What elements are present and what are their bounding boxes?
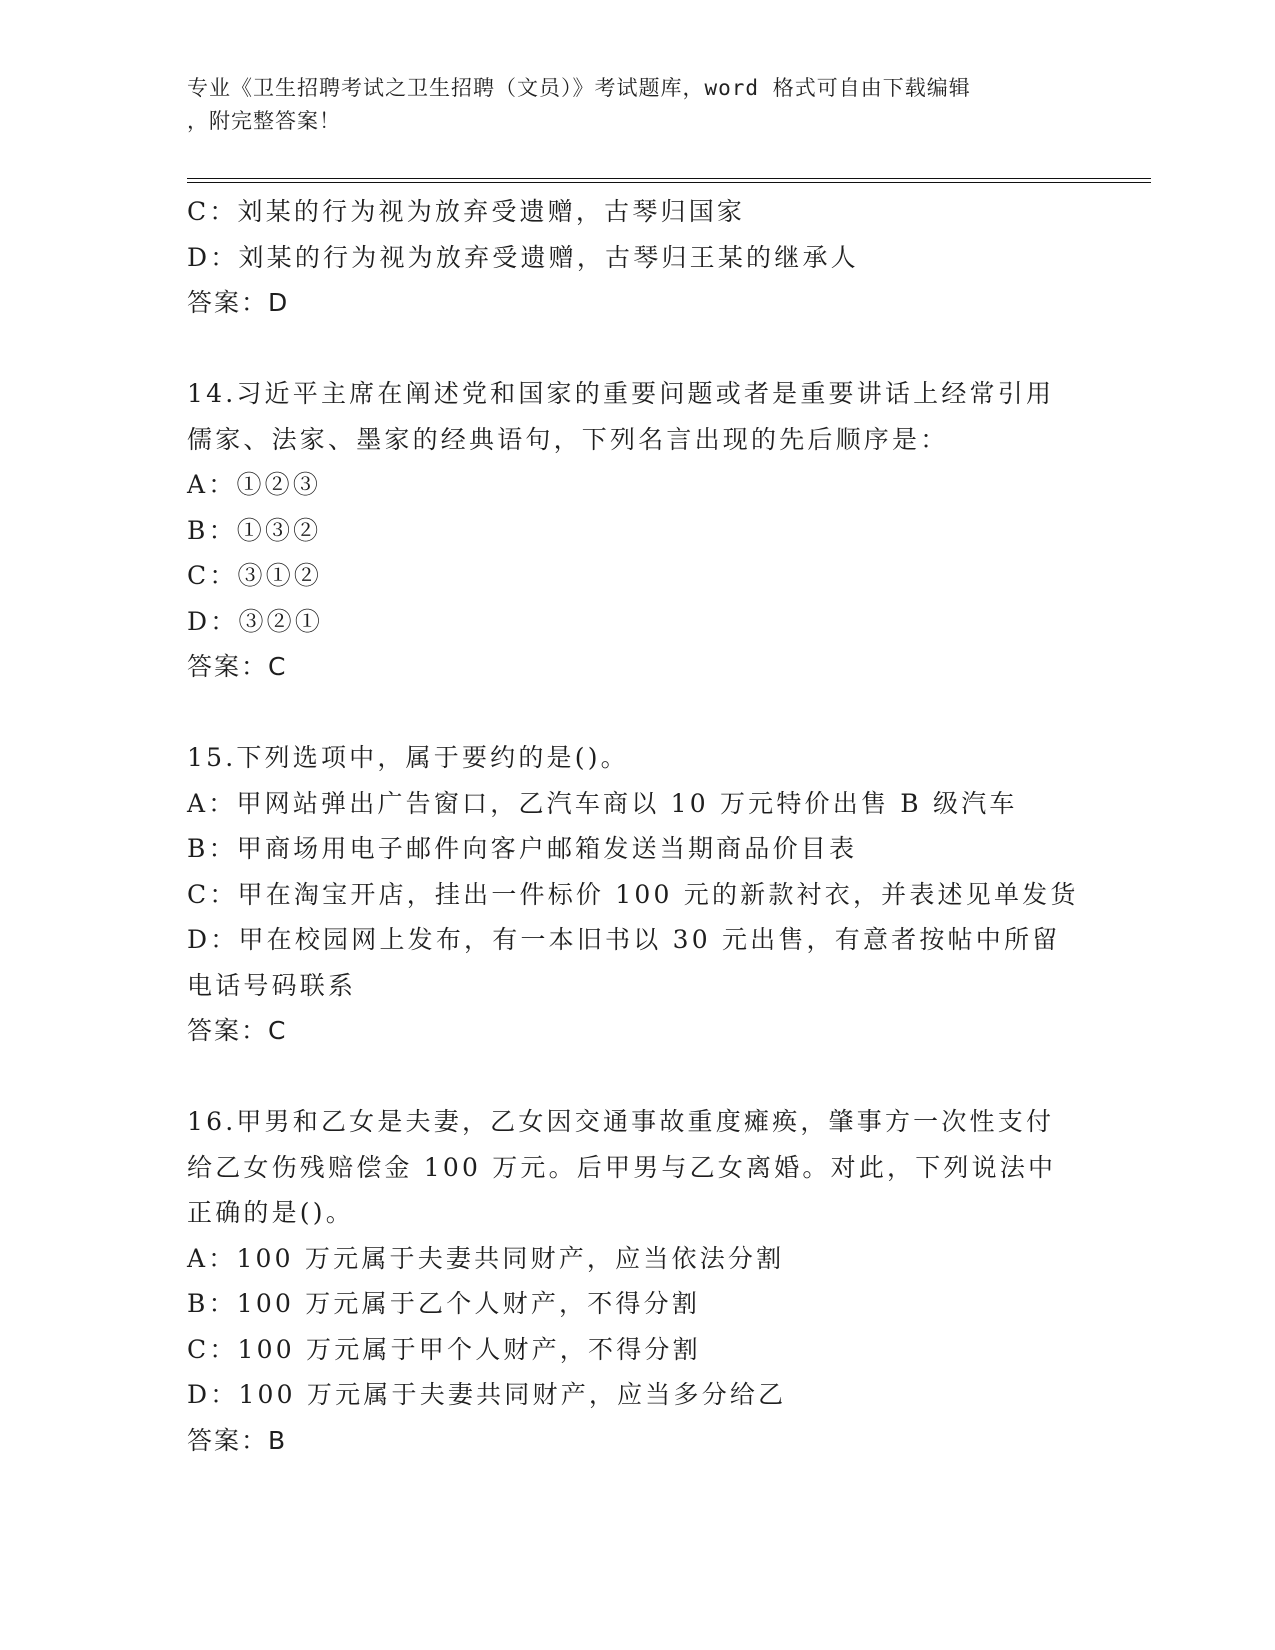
- question-stem: 15.下列选项中，属于要约的是()。: [187, 743, 629, 772]
- header-title-line-2: ，附完整答案！: [187, 109, 341, 133]
- header-divider-bottom: [187, 182, 1151, 183]
- option-c: C：甲在淘宝开店，挂出一件标价 100 元的新款衬衣，并表述见单发货: [187, 879, 1079, 909]
- question-13: [187, 189, 1087, 326]
- document-header: [187, 72, 1067, 138]
- option-d: D：刘某的行为视为放弃受遗赠，古琴归王某的继承人: [187, 242, 859, 272]
- spacer: [187, 1054, 1087, 1100]
- option-c: C：100 万元属于甲个人财产，不得分割: [187, 1334, 701, 1364]
- header-title-line-1: 专业《卫生招聘考试之卫生招聘（文员）》考试题库，word 格式可自由下载编辑: [187, 76, 971, 100]
- question-15: [187, 735, 1087, 1054]
- answer: 答案：C: [187, 1016, 288, 1045]
- answer: 答案：D: [187, 288, 290, 317]
- question-list: [187, 189, 1087, 1463]
- option-d-continued: 电话号码联系: [187, 970, 357, 1000]
- question-stem: 16.甲男和乙女是夫妻，乙女因交通事故重度瘫痪，肇事方一次性支付: [187, 1107, 1055, 1136]
- question-16: [187, 1099, 1087, 1463]
- option-a: A：①②③: [187, 470, 322, 499]
- option-a: A：甲网站弹出广告窗口，乙汽车商以 10 万元特价出售 B 级汽车: [187, 788, 1018, 818]
- option-b: B：①③②: [187, 515, 322, 545]
- spacer: [187, 690, 1087, 736]
- option-d: D：100 万元属于夫妻共同财产，应当多分给乙: [187, 1380, 787, 1409]
- option-b: B：甲商场用电子邮件向客户邮箱发送当期商品价目表: [187, 834, 858, 863]
- answer: 答案：B: [187, 1425, 288, 1455]
- option-d: D：③②①: [187, 606, 324, 636]
- question-stem: 14.习近平主席在阐述党和国家的重要问题或者是重要讲话上经常引用: [187, 379, 1055, 408]
- spacer: [187, 326, 1087, 372]
- question-stem: 正确的是()。: [187, 1198, 354, 1227]
- option-a: A：100 万元属于夫妻共同财产，应当依法分割: [187, 1243, 785, 1273]
- option-c: C：刘某的行为视为放弃受遗赠，古琴归国家: [187, 197, 746, 226]
- question-stem: 儒家、法家、墨家的经典语句，下列名言出现的先后顺序是：: [187, 424, 949, 454]
- header-divider-top: [187, 178, 1151, 179]
- option-d: D：甲在校园网上发布，有一本旧书以 30 元出售，有意者按帖中所留: [187, 925, 1061, 954]
- question-stem: 给乙女伤残赔偿金 100 万元。后甲男与乙女离婚。对此，下列说法中: [187, 1152, 1057, 1182]
- option-c: C：③①②: [187, 561, 323, 590]
- question-14: [187, 371, 1087, 690]
- answer: 答案：C: [187, 652, 288, 681]
- option-b: B：100 万元属于乙个人财产，不得分割: [187, 1289, 701, 1318]
